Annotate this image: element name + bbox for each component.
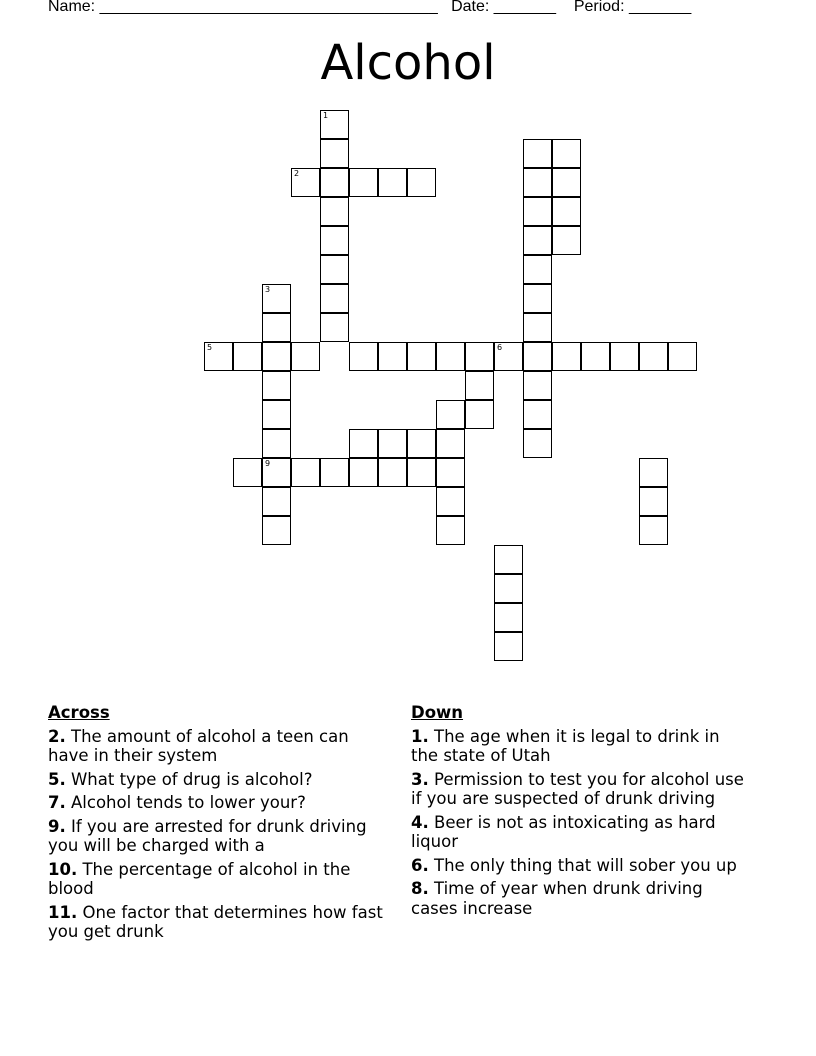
cell-number: 5 bbox=[207, 343, 213, 352]
crossword-cell[interactable] bbox=[291, 342, 320, 371]
crossword-cell[interactable] bbox=[262, 400, 291, 429]
cell-number: 9 bbox=[265, 459, 271, 468]
crossword-cell[interactable] bbox=[204, 342, 233, 371]
cell-number: 6 bbox=[497, 343, 503, 352]
crossword-cell[interactable] bbox=[639, 487, 668, 516]
clue-number: 1. bbox=[411, 726, 429, 746]
clue-number: 5. bbox=[48, 769, 66, 789]
crossword-cell[interactable] bbox=[349, 168, 378, 197]
crossword-cell[interactable] bbox=[436, 487, 465, 516]
page-title: Alcohol bbox=[320, 35, 496, 91]
down-heading: Down bbox=[411, 703, 464, 722]
crossword-cell[interactable] bbox=[436, 429, 465, 458]
crossword-cell[interactable] bbox=[552, 226, 581, 255]
clue-item bbox=[411, 813, 751, 852]
crossword-cell[interactable] bbox=[523, 284, 552, 313]
crossword-cell[interactable] bbox=[523, 226, 552, 255]
crossword-cell[interactable] bbox=[349, 429, 378, 458]
crossword-cell[interactable] bbox=[262, 487, 291, 516]
down-clue-list bbox=[411, 727, 751, 919]
crossword-cell[interactable] bbox=[523, 313, 552, 342]
clue-number: 11. bbox=[48, 902, 78, 922]
clue-item bbox=[411, 770, 751, 809]
crossword-cell[interactable] bbox=[233, 342, 262, 371]
crossword-cell[interactable] bbox=[262, 342, 291, 371]
clue-number: 3. bbox=[411, 769, 429, 789]
period-field[interactable]: Period: _______ bbox=[573, 0, 692, 15]
clue-text: Beer is not as intoxicating as hard liquor bbox=[411, 812, 716, 851]
crossword-cell[interactable] bbox=[262, 371, 291, 400]
crossword-cell[interactable] bbox=[494, 603, 523, 632]
crossword-cell[interactable] bbox=[262, 429, 291, 458]
crossword-cell[interactable] bbox=[349, 342, 378, 371]
crossword-cell[interactable] bbox=[262, 458, 291, 487]
crossword-cell[interactable] bbox=[407, 168, 436, 197]
crossword-cell[interactable] bbox=[349, 458, 378, 487]
clue-item bbox=[48, 793, 388, 813]
crossword-cell[interactable] bbox=[436, 516, 465, 545]
clue-text: The only thing that will sober you up bbox=[428, 855, 737, 875]
crossword-cell[interactable] bbox=[407, 429, 436, 458]
clue-text: The percentage of alcohol in the blood bbox=[48, 859, 351, 898]
crossword-cell[interactable] bbox=[320, 139, 349, 168]
crossword-cell[interactable] bbox=[552, 139, 581, 168]
crossword-cell[interactable] bbox=[320, 110, 349, 139]
clue-number: 6. bbox=[411, 855, 429, 875]
crossword-cell[interactable] bbox=[668, 342, 697, 371]
clue-item bbox=[48, 817, 388, 856]
date-field[interactable]: Date: _______ bbox=[451, 0, 557, 15]
crossword-cell[interactable] bbox=[523, 429, 552, 458]
clue-text: What type of drug is alcohol? bbox=[65, 769, 313, 789]
crossword-cell[interactable] bbox=[523, 342, 552, 371]
crossword-cell[interactable] bbox=[436, 342, 465, 371]
clue-text: Alcohol tends to lower your? bbox=[65, 793, 306, 812]
crossword-cell[interactable] bbox=[639, 516, 668, 545]
crossword-cell[interactable] bbox=[436, 458, 465, 487]
crossword-cell[interactable] bbox=[378, 429, 407, 458]
crossword-cell[interactable] bbox=[407, 458, 436, 487]
crossword-cell[interactable] bbox=[320, 168, 349, 197]
clue-number: 9. bbox=[48, 816, 66, 836]
cell-number: 3 bbox=[265, 285, 271, 294]
crossword-cell[interactable] bbox=[320, 197, 349, 226]
crossword-cell[interactable] bbox=[465, 400, 494, 429]
clue-number: 2. bbox=[48, 726, 66, 746]
crossword-cell[interactable] bbox=[639, 458, 668, 487]
crossword-cell[interactable] bbox=[465, 371, 494, 400]
crossword-cell[interactable] bbox=[436, 400, 465, 429]
crossword-cell[interactable] bbox=[378, 168, 407, 197]
clue-item bbox=[48, 903, 388, 942]
crossword-cell[interactable] bbox=[320, 226, 349, 255]
crossword-cell[interactable] bbox=[523, 139, 552, 168]
crossword-cell[interactable] bbox=[320, 284, 349, 313]
crossword-cell[interactable] bbox=[523, 371, 552, 400]
crossword-cell[interactable] bbox=[291, 458, 320, 487]
crossword-cell[interactable] bbox=[262, 284, 291, 313]
crossword-cell[interactable] bbox=[378, 458, 407, 487]
crossword-cell[interactable] bbox=[552, 197, 581, 226]
clue-text: Permission to test you for alcohol use if you are suspected of drunk driving bbox=[411, 769, 744, 808]
crossword-cell[interactable] bbox=[523, 400, 552, 429]
clue-item bbox=[48, 727, 388, 766]
crossword-cell[interactable] bbox=[291, 168, 320, 197]
crossword-cell[interactable] bbox=[552, 342, 581, 371]
cell-number: 1 bbox=[323, 111, 329, 120]
crossword-cell[interactable] bbox=[320, 255, 349, 284]
clue-text: The amount of alcohol a teen can have in their system bbox=[48, 726, 349, 765]
down-clues bbox=[411, 703, 751, 922]
across-heading: Across bbox=[48, 703, 110, 722]
cell-number: 2 bbox=[294, 169, 300, 178]
crossword-cell[interactable] bbox=[523, 255, 552, 284]
name-field[interactable]: Name: ______________________________________ bbox=[48, 0, 438, 15]
crossword-cell[interactable] bbox=[494, 545, 523, 574]
crossword-cell[interactable] bbox=[407, 342, 436, 371]
clue-text: Time of year when drunk driving cases increase bbox=[411, 879, 703, 918]
clue-item bbox=[411, 879, 751, 918]
crossword-cell[interactable] bbox=[465, 342, 494, 371]
crossword-cell[interactable] bbox=[233, 458, 262, 487]
clue-item bbox=[411, 856, 751, 876]
crossword-cell[interactable] bbox=[494, 574, 523, 603]
clue-item bbox=[48, 770, 388, 790]
clue-number: 4. bbox=[411, 812, 429, 832]
crossword-cell[interactable] bbox=[552, 168, 581, 197]
across-clue-list bbox=[48, 727, 388, 942]
across-clues bbox=[48, 703, 388, 946]
crossword-cell[interactable] bbox=[320, 458, 349, 487]
clue-number: 7. bbox=[48, 793, 66, 812]
crossword-cell[interactable] bbox=[581, 342, 610, 371]
clue-item bbox=[48, 860, 388, 899]
crossword-cell[interactable] bbox=[494, 632, 523, 661]
clue-number: 10. bbox=[48, 859, 78, 879]
clue-text: The age when it is legal to drink in the state of Utah bbox=[411, 726, 720, 765]
clue-text: If you are arrested for drunk driving you will be charged with a bbox=[48, 816, 367, 855]
crossword-cell[interactable] bbox=[378, 342, 407, 371]
crossword-cell[interactable] bbox=[523, 168, 552, 197]
crossword-cell[interactable] bbox=[610, 342, 639, 371]
header-fields bbox=[48, 0, 691, 16]
crossword-cell[interactable] bbox=[262, 516, 291, 545]
crossword-cell[interactable] bbox=[320, 313, 349, 342]
crossword-cell[interactable] bbox=[639, 342, 668, 371]
clue-text: One factor that determines how fast you get drunk bbox=[48, 902, 383, 941]
crossword-cell[interactable] bbox=[523, 197, 552, 226]
crossword-cell[interactable] bbox=[494, 342, 523, 371]
crossword-cell[interactable] bbox=[262, 313, 291, 342]
clue-item bbox=[411, 727, 751, 766]
clue-number: 8. bbox=[411, 879, 429, 898]
